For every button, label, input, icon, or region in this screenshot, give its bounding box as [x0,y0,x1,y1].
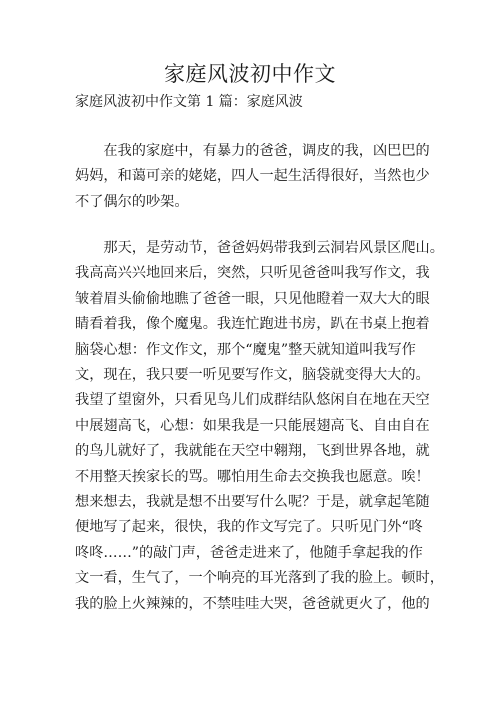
paragraph-line: 便地写了起来，很快，我的作文写完了。只听见门外“咚 [75,519,423,536]
paragraph-line: 妈妈，和蔼可亲的姥姥，四人一起生活得很好，当然也少 [75,168,430,185]
paragraph-line: 中展翅高飞，心想：如果我是一只能展翅高飞、自由自在 [75,417,430,434]
paragraph-line: 不了偶尔的吵架。 [75,193,189,210]
document-subtitle: 家庭风波初中作文第 1 篇：家庭风波 [75,94,303,110]
paragraph-line: 我的脸上火辣辣的，不禁哇哇大哭，爸爸就更火了，他的 [75,595,430,612]
paragraph-2 [75,236,444,617]
paragraph-line: 想来想去，我就是想不出要写什么呢？于是，就拿起笔随 [75,494,430,511]
paragraph-line: 我望了望窗外，只看见鸟儿们成群结队悠闲自在地在天空 [75,392,430,409]
paragraph-line: 睛看着我，像个魔鬼。我连忙跑进书房，趴在书桌上抱着 [75,316,430,333]
paragraph-line: 文，现在，我只要一听见要写作文，脑袋就变得大大的。 [75,367,430,384]
paragraph-line: 咚咚……”的敲门声，爸爸走进来了，他随手拿起我的作 [75,544,423,561]
paragraph-line: 在我的家庭中，有暴力的爸爸，调皮的我，凶巴巴的 [75,143,430,159]
paragraph-line: 我高高兴兴地回来后，突然，只听见爸爸叫我写作文，我 [75,265,430,282]
paragraph-1 [75,139,435,215]
paragraph-line: 皱着眉头偷偷地瞧了爸爸一眼，只见他瞪着一双大大的眼 [75,290,430,307]
paragraph-line: 脑袋心想：作文作文，那个“魔鬼”整天就知道叫我写作 [75,341,416,358]
paragraph-line: 那天，是劳动节，爸爸妈妈带我到云洞岩风景区爬山。 [75,240,444,256]
document-title: 家庭风波初中作文 [164,62,336,86]
paragraph-line: 不用整天挨家长的骂。哪怕用生命去交换我也愿意。唉！ [75,468,430,485]
paragraph-line: 文一看，生气了，一个响亮的耳光落到了我的脸上。顿时， [75,570,444,587]
paragraph-line: 的鸟儿就好了，我就能在天空中翱翔，飞到世界各地，就 [75,443,430,460]
